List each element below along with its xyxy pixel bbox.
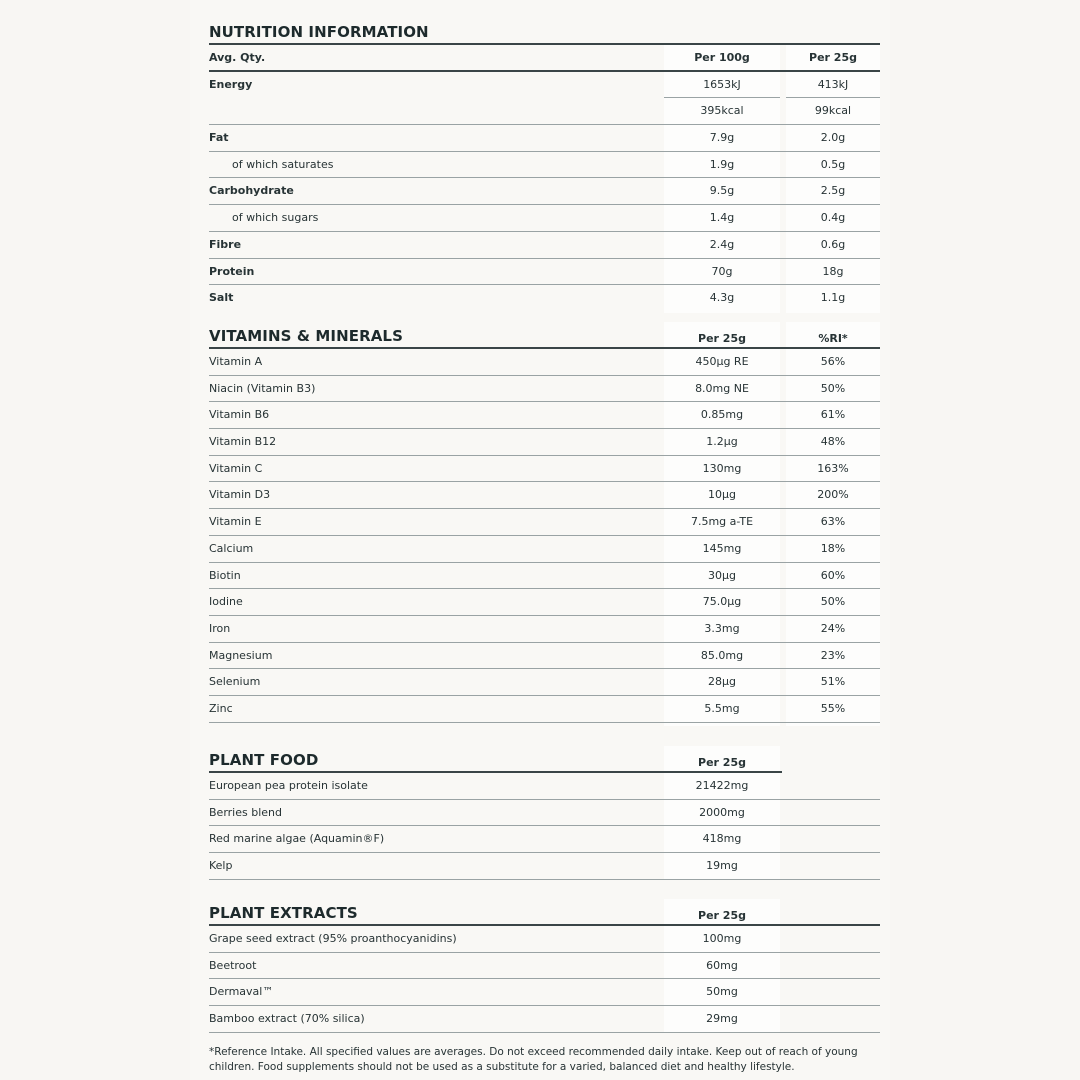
table-row [209, 349, 880, 376]
row-ri: 48% [820, 435, 846, 449]
plant-food-section [209, 746, 880, 880]
row-label: Beetroot [209, 958, 257, 972]
table-row [209, 376, 880, 403]
per25-header: Per 25g [809, 51, 857, 64]
row-label: Fat [209, 131, 229, 145]
row-per25: 0.5g [820, 157, 846, 171]
row-amount: 130mg [702, 461, 742, 475]
row-amount: 7.5mg a-TE [690, 515, 754, 529]
table-row [209, 536, 880, 563]
table-row [209, 643, 880, 670]
row-per25: 99kcal [814, 104, 852, 118]
vitamins-per25-header: Per 25g [698, 332, 746, 345]
row-label: of which saturates [232, 157, 334, 171]
row-ri: 23% [820, 648, 846, 662]
row-label: Iodine [209, 595, 243, 609]
row-label: Vitamin B6 [209, 408, 270, 422]
row-per25: 2.0g [820, 131, 846, 145]
row-label: Energy [209, 77, 253, 91]
plant-extracts-section [209, 899, 880, 1033]
table-row [209, 853, 880, 880]
row-label: Red marine algae (Aquamin®F) [209, 832, 385, 846]
row-ri: 61% [820, 408, 846, 422]
table-row [209, 152, 880, 179]
row-label: Dermaval™ [209, 985, 274, 999]
row-per25: 2.5g [820, 184, 846, 198]
row-amount: 450μg RE [695, 355, 749, 368]
table-row [209, 616, 880, 643]
row-amount: 3.3mg [704, 621, 740, 635]
table-row [209, 98, 880, 125]
table-row [209, 669, 880, 696]
row-per100: 4.3g [709, 291, 735, 305]
row-label: Fibre [209, 237, 242, 251]
row-label: Magnesium [209, 648, 273, 662]
table-row [209, 285, 880, 312]
row-amount: 50mg [706, 985, 738, 999]
table-row [209, 800, 880, 827]
row-per100: 2.4g [709, 237, 735, 251]
row-amount: 1.2μg [706, 435, 738, 449]
row-label: Calcium [209, 541, 254, 555]
table-row [209, 482, 880, 509]
row-per25: 1.1g [820, 291, 846, 305]
row-label: Grape seed extract (95% proanthocyanidins) [209, 932, 457, 945]
row-ri: 63% [820, 515, 846, 529]
plant-extracts-title: PLANT EXTRACTS [209, 904, 358, 922]
table-row [209, 773, 880, 800]
table-row [209, 563, 880, 590]
row-label: Vitamin A [209, 355, 263, 368]
rule [209, 722, 880, 723]
row-label: Biotin [209, 568, 241, 582]
row-per100: 7.9g [709, 131, 735, 145]
vitamins-ri-header: %RI* [818, 332, 848, 345]
row-amount: 8.0mg NE [695, 381, 749, 395]
row-amount: 21422mg [695, 779, 749, 792]
row-label: Protein [209, 264, 255, 278]
table-row [209, 402, 880, 429]
row-ri: 50% [820, 595, 846, 609]
table-row [209, 429, 880, 456]
per100-header: Per 100g [694, 51, 750, 64]
row-per25: 0.4g [820, 211, 846, 225]
nutrition-title: NUTRITION INFORMATION [209, 23, 429, 41]
row-ri: 51% [820, 675, 846, 689]
row-per100: 1.9g [709, 157, 735, 171]
row-amount: 60mg [706, 958, 738, 972]
table-row [209, 232, 880, 259]
plant-food-title: PLANT FOOD [209, 751, 319, 769]
table-row [209, 696, 880, 723]
nutrition-header-row [209, 45, 880, 72]
row-per100: 1653kJ [703, 77, 741, 91]
nutrition-section [209, 18, 880, 312]
table-row [209, 953, 880, 980]
table-row [209, 178, 880, 205]
table-row [209, 589, 880, 616]
row-amount: 10μg [708, 488, 736, 502]
vitamins-heading-row [209, 322, 880, 349]
row-label: Vitamin E [209, 515, 262, 529]
row-label: Berries blend [209, 805, 282, 819]
row-amount: 418mg [702, 832, 742, 846]
nutrition-heading-row [209, 18, 880, 45]
row-amount: 5.5mg [704, 701, 740, 715]
row-label: Salt [209, 291, 234, 305]
plant-food-heading-row [209, 746, 880, 773]
footnote: *Reference Intake. All specified values are averages. Do not exceed recommended daily intake. Keep out of reach of young children. Food supplements should not be used as a substitute for a varied, balanced diet and healthy lifestyle. [209, 1046, 858, 1073]
row-ri: 163% [817, 461, 849, 475]
row-label: Niacin (Vitamin B3) [209, 381, 316, 395]
plant-extracts-heading-row [209, 899, 880, 926]
row-ri: 56% [820, 355, 846, 368]
row-label: Vitamin D3 [209, 488, 271, 502]
row-ri: 18% [820, 541, 846, 555]
row-label: Zinc [209, 701, 233, 715]
row-per25: 0.6g [820, 237, 846, 251]
row-per100: 395kcal [700, 104, 744, 118]
row-amount: 28μg [708, 675, 736, 689]
table-row [209, 456, 880, 483]
row-label: Vitamin C [209, 461, 263, 475]
row-ri: 50% [820, 381, 846, 395]
avg-qty-label: Avg. Qty. [209, 51, 266, 64]
row-amount: 145mg [702, 541, 742, 555]
table-row [209, 259, 880, 286]
plant-food-per25-header: Per 25g [698, 756, 746, 769]
row-label: of which sugars [232, 211, 319, 225]
row-per100: 70g [711, 264, 733, 278]
plant-extracts-per25-header: Per 25g [698, 909, 746, 922]
row-label: Bamboo extract (70% silica) [209, 1012, 365, 1026]
table-row [209, 509, 880, 536]
row-label: Selenium [209, 675, 261, 689]
row-label: Iron [209, 621, 231, 635]
row-amount: 2000mg [699, 805, 745, 819]
table-row [209, 1006, 880, 1033]
table-row [209, 72, 880, 99]
row-amount: 29mg [706, 1012, 738, 1026]
rule [209, 879, 880, 880]
rule [209, 1032, 880, 1033]
row-ri: 55% [820, 701, 846, 715]
row-label: Kelp [209, 859, 233, 873]
vitamins-title: VITAMINS & MINERALS [209, 327, 403, 345]
row-label: European pea protein isolate [209, 779, 368, 792]
row-amount: 0.85mg [700, 408, 744, 422]
row-per25: 18g [822, 264, 844, 278]
table-row [209, 125, 880, 152]
row-amount: 85.0mg [700, 648, 744, 662]
row-ri: 200% [817, 488, 849, 502]
row-amount: 19mg [706, 859, 738, 873]
row-per25: 413kJ [817, 77, 849, 91]
row-label: Vitamin B12 [209, 435, 277, 449]
table-row [209, 826, 880, 853]
vitamins-section [209, 322, 880, 723]
row-ri: 60% [820, 568, 846, 582]
table-row [209, 979, 880, 1006]
row-ri: 24% [820, 621, 846, 635]
table-row [209, 205, 880, 232]
row-amount: 100mg [702, 932, 742, 945]
row-amount: 30μg [708, 568, 736, 582]
row-per100: 1.4g [709, 211, 735, 225]
row-per100: 9.5g [709, 184, 735, 198]
table-row [209, 926, 880, 953]
row-label: Carbohydrate [209, 184, 294, 198]
row-amount: 75.0μg [702, 595, 742, 609]
